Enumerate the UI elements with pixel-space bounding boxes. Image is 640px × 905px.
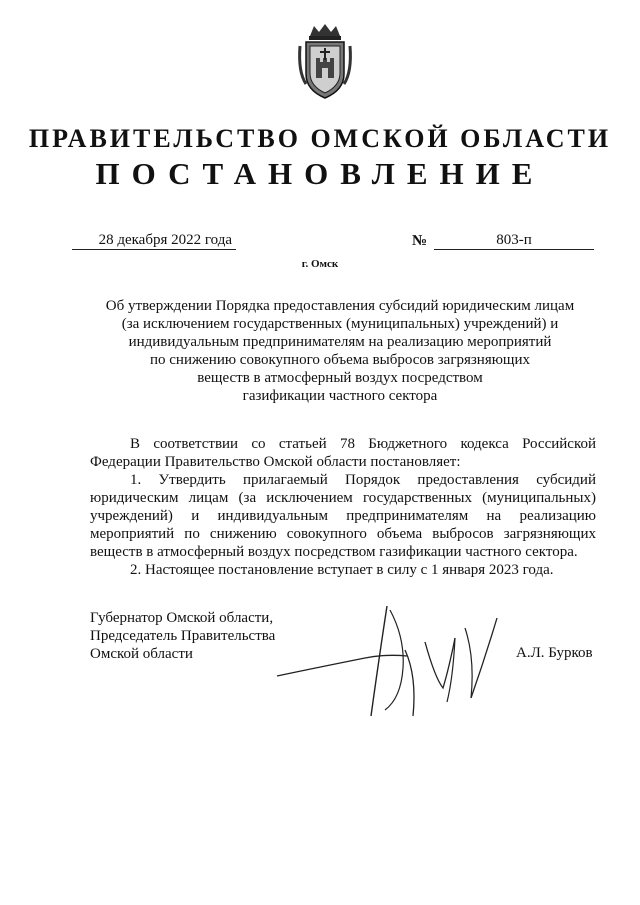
document-date: 28 декабря 2022 года xyxy=(72,231,236,250)
signatory-title xyxy=(90,609,275,663)
document-body xyxy=(90,435,596,579)
signatory-name: А.Л. Бурков xyxy=(516,645,593,661)
handwritten-signature-icon xyxy=(275,598,515,728)
signatory-title-line: Губернатор Омской области, xyxy=(90,610,274,626)
subject-line: Об утверждении Порядка предоставления субсидий юридическим лицам xyxy=(105,298,575,314)
organization-title: ПРАВИТЕЛЬСТВО ОМСКОЙ ОБЛАСТИ xyxy=(28,124,612,153)
subject-line: индивидуальным предпринимателям на реализацию мероприятий xyxy=(128,334,552,350)
item-1-paragraph: 1. Утвердить прилагаемый Порядок предоставления субсидий юридическим лицам (за исключением государственных (муниципальных) учреждений) и индивидуальным предпринимателям на реализацию мероприятий по снижению совокупного объема выбросов загрязняющих веществ в атмосферный воздух посредством газификации частного сектора. xyxy=(90,472,596,560)
document-type-title: ПОСТАНОВЛЕНИЕ xyxy=(95,156,545,191)
coat-of-arms-omsk-icon xyxy=(296,22,354,100)
subject-line: веществ в атмосферный воздух посредством xyxy=(197,370,483,386)
signatory-title-line: Омской области xyxy=(90,646,193,662)
subject-line: по снижению совокупного объема выбросов загрязняющих xyxy=(149,352,531,368)
subject-line: (за исключением государственных (муниципальных) учреждений) и xyxy=(121,316,559,332)
document-subject xyxy=(90,297,590,405)
signatory-title-line: Председатель Правительства xyxy=(90,628,276,644)
document-city: г. Омск xyxy=(301,258,339,270)
number-sign: № xyxy=(412,233,428,249)
subject-line: газификации частного сектора xyxy=(242,388,438,404)
preamble-paragraph: В соответствии со статьей 78 Бюджетного кодекса Российской Федерации Правительство Омской области постановляет: xyxy=(90,436,596,470)
document-number: 803-п xyxy=(434,231,594,250)
item-2-paragraph: 2. Настоящее постановление вступает в силу с 1 января 2023 года. xyxy=(130,562,554,578)
